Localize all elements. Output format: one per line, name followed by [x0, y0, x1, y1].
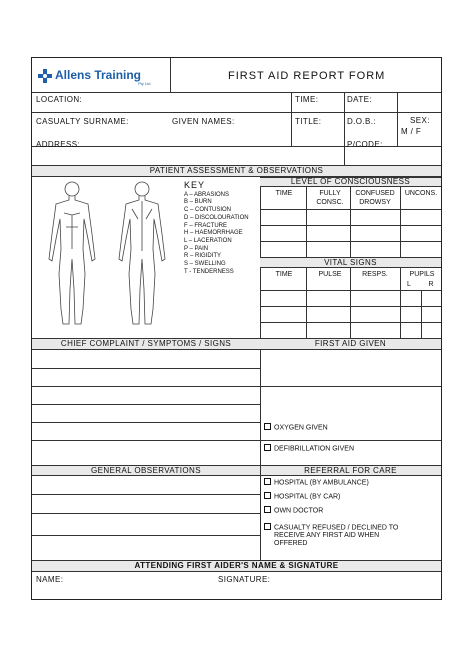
- logo-sub: Pty Ltd: [138, 81, 151, 86]
- key-item: D – DISCOLOURATION: [184, 214, 249, 221]
- pupil-right-label: R: [428, 281, 434, 288]
- refused-line-3: OFFERED: [274, 540, 308, 548]
- date-label: DATE:: [347, 95, 372, 104]
- vital-col-pupils: PUPILS: [409, 271, 435, 278]
- signature-label: SIGNATURE:: [218, 575, 271, 584]
- injury-key: [184, 182, 249, 276]
- loc-col-confused: CONFUSED DROWSY: [355, 190, 395, 206]
- logo-mark-icon: [38, 69, 52, 83]
- oxygen-label: OXYGEN GIVEN: [274, 424, 328, 432]
- refused-checkbox[interactable]: [264, 524, 398, 548]
- pupil-left-label: L: [407, 281, 411, 288]
- key-item: T - TENDERNESS: [184, 268, 234, 275]
- hospital-ambulance-checkbox[interactable]: [264, 479, 369, 486]
- sex-options: M / F: [401, 127, 422, 136]
- postcode-label: P/CODE:: [347, 140, 383, 149]
- key-item: L – LACERATION: [184, 237, 232, 244]
- hospital-car-checkbox[interactable]: [264, 493, 340, 500]
- vital-signs-header: VITAL SIGNS: [260, 257, 441, 268]
- vital-col-resps: RESPS.: [362, 271, 388, 278]
- name-label: NAME:: [36, 575, 64, 584]
- loc-col-uncons: UNCONS.: [404, 190, 438, 197]
- key-item: C – CONTUSION: [184, 207, 232, 214]
- address-label: ADDRESS:: [36, 140, 81, 149]
- front-body-icon: [49, 182, 95, 324]
- refused-line-2: RECEIVE ANY FIRST AID WHEN: [274, 532, 380, 540]
- first-aid-header: FIRST AID GIVEN: [260, 338, 441, 350]
- given-names-label: GIVEN NAMES:: [172, 117, 235, 126]
- attending-header: ATTENDING FIRST AIDER'S NAME & SIGNATURE: [32, 560, 441, 572]
- key-title: KEY: [184, 180, 206, 190]
- defib-checkbox[interactable]: [264, 445, 354, 452]
- key-item: R – RIGIDITY: [184, 253, 222, 260]
- consciousness-header: LEVEL OF CONSCIOUSNESS: [260, 177, 441, 187]
- own-doctor-label: OWN DOCTOR: [274, 507, 324, 515]
- general-header: GENERAL OBSERVATIONS: [32, 465, 260, 476]
- key-item: A – ABRASIONS: [184, 191, 230, 198]
- oxygen-checkbox[interactable]: [264, 424, 328, 431]
- sex-label: SEX:: [410, 116, 430, 125]
- surname-label: CASUALTY SURNAME:: [36, 117, 129, 126]
- defib-label: DEFIBRILLATION GIVEN: [274, 445, 354, 453]
- vital-col-pulse: PULSE: [318, 271, 342, 278]
- assessment-header: PATIENT ASSESSMENT & OBSERVATIONS: [32, 165, 441, 177]
- dob-label: D.O.B.:: [347, 117, 377, 126]
- hospital-ambulance-label: HOSPITAL (BY AMBULANCE): [274, 479, 369, 487]
- hospital-car-label: HOSPITAL (BY CAR): [274, 493, 341, 501]
- vital-col-time: TIME: [275, 271, 293, 278]
- form-title: FIRST AID REPORT FORM: [228, 70, 386, 82]
- key-item: F – FRACTURE: [184, 222, 228, 229]
- key-item: P – PAIN: [184, 245, 209, 252]
- first-aid-form: [31, 57, 442, 600]
- back-body-icon: [119, 182, 165, 324]
- body-diagram: [34, 179, 184, 329]
- key-item: S – SWELLING: [184, 261, 226, 268]
- loc-col-time: TIME: [275, 190, 293, 197]
- referral-header: REFERRAL FOR CARE: [260, 465, 441, 476]
- key-item: H – HAEMORRHAGE: [184, 230, 243, 237]
- logo-brand: Allens Training: [55, 68, 142, 82]
- location-label: LOCATION:: [36, 95, 83, 104]
- own-doctor-checkbox[interactable]: [264, 507, 323, 514]
- loc-col-fully: FULLY CONSC.: [316, 190, 344, 206]
- refused-line-1: CASUALTY REFUSED / DECLINED TO: [274, 524, 399, 532]
- time-label: TIME:: [295, 95, 319, 104]
- complaint-header: CHIEF COMPLAINT / SYMPTOMS / SIGNS: [32, 338, 260, 350]
- key-item: B – BURN: [184, 199, 212, 206]
- title-label: TITLE:: [295, 117, 322, 126]
- logo: [38, 68, 168, 88]
